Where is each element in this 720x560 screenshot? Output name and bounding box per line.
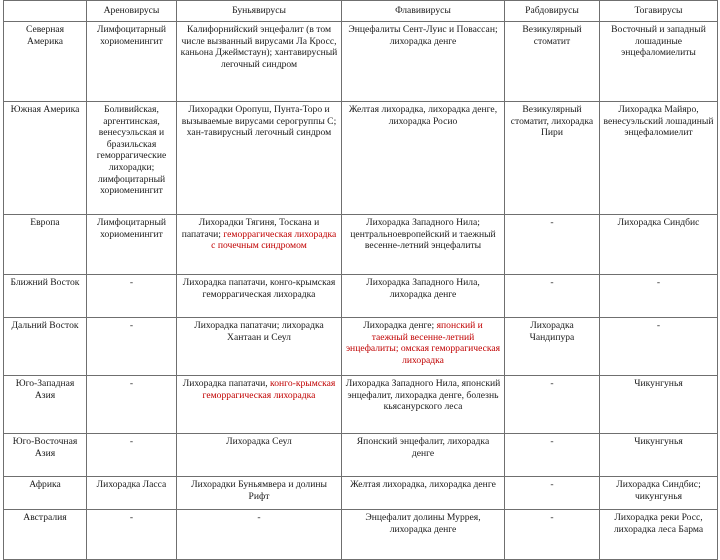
cell-text: Лихорадка Сеул	[226, 436, 292, 447]
table-cell	[600, 318, 718, 376]
header-row	[4, 1, 718, 22]
table-cell	[342, 22, 505, 102]
cell-text: -	[129, 378, 134, 389]
cell-text: Везикулярный стоматит	[522, 24, 582, 47]
table-row	[4, 376, 718, 434]
table-row	[4, 434, 718, 477]
header-cell: Тогавирусы	[600, 1, 718, 22]
table-row	[4, 510, 718, 560]
cell-text: -	[656, 277, 661, 288]
cell-text: Лихорадка папатачи,	[182, 378, 271, 389]
cell-text: -	[257, 512, 261, 523]
header-cell	[4, 1, 87, 22]
region-cell: Европа	[4, 215, 87, 275]
cell-text: Желтая лихорадка, лихорадка денге	[350, 479, 496, 490]
table-cell	[87, 318, 177, 376]
cell-text: Лихорадка Майяро, венесуэльский лошадиный энцефаломиелит	[603, 104, 714, 139]
header-cell: Флавивирусы	[342, 1, 505, 22]
table-cell	[87, 102, 177, 215]
cell-text: Желтая лихорадка, лихорадка денге, лихорадка Росио	[348, 104, 498, 127]
table-row	[4, 318, 718, 376]
table-cell	[342, 318, 505, 376]
table-cell	[177, 510, 342, 560]
cell-text: Боливийская, аргентинская, венесуэльская и бразильская геморрагические лихорадки; лимфоцитарный хориоменингит	[96, 104, 167, 197]
header-cell: Ареновирусы	[87, 1, 177, 22]
table-cell	[600, 275, 718, 318]
cell-text: Лихорадка Чандипура	[529, 320, 575, 343]
table-cell	[177, 477, 342, 510]
table-cell	[177, 275, 342, 318]
cell-text: Лихорадка папатачи; лихорадка Хантаан и Сеул	[194, 320, 324, 343]
table-cell	[87, 215, 177, 275]
cell-text: Чикунгунья	[634, 378, 683, 389]
table-row	[4, 477, 718, 510]
cell-text: -	[550, 512, 554, 523]
header-cell: Буньявирусы	[177, 1, 342, 22]
table-cell	[177, 318, 342, 376]
cell-text: -	[129, 320, 134, 331]
cell-text: Лихорадка Синдбис; чикунгунья	[616, 479, 701, 502]
cell-text: Лимфоцитарный хориоменингит	[96, 217, 167, 240]
cell-text: -	[550, 217, 554, 228]
table-body	[4, 22, 718, 560]
cell-text: -	[550, 378, 554, 389]
table-cell	[87, 434, 177, 477]
cell-text: Японский энцефалит, лихорадка денге	[356, 436, 490, 459]
highlighted-text: японский и таежный весенне-летний энцефалиты; омская геморрагическая лихорадка	[345, 320, 501, 366]
cell-text: Лихорадка денге;	[363, 320, 437, 331]
table-row	[4, 22, 718, 102]
table-cell	[87, 477, 177, 510]
table-cell	[342, 102, 505, 215]
table-cell	[600, 477, 718, 510]
cell-text: Лихорадка Западного Нила, лихорадка денге	[366, 277, 480, 300]
cell-text: Лихорадка Западного Нила, японский энцефалит, лихорадка денге, болезнь кьясанурского леса	[345, 378, 501, 413]
table-cell	[87, 510, 177, 560]
table-cell	[505, 376, 600, 434]
highlighted-text: геморрагическая лихорадка с почечным синдромом	[211, 228, 337, 252]
cell-text: -	[129, 512, 134, 523]
table-cell	[87, 376, 177, 434]
cell-text: Лихорадки Тягиня, Тоскана и папатачи;	[181, 217, 320, 240]
table-cell	[600, 434, 718, 477]
table-row	[4, 215, 718, 275]
cell-text: Везикулярный стоматит, лихорадка Пири	[510, 104, 594, 139]
table-cell	[87, 22, 177, 102]
table-cell	[342, 434, 505, 477]
header-cell: Рабдовирусы	[505, 1, 600, 22]
cell-text: Лихорадки Оропуш, Пунта-Торо и вызываемые вирусами серогруппы С; хан-тавирусный легочный синдром	[181, 104, 337, 139]
table-cell	[342, 510, 505, 560]
table-row	[4, 102, 718, 215]
cell-text: Чикунгунья	[634, 436, 683, 447]
cell-text: Калифорнийский энцефалит (в том числе вызванный вирусами Ла Кросс, каньона Джеймстаун); хантавирусный легочный синдром	[180, 24, 338, 70]
table-cell	[600, 215, 718, 275]
cell-text: Лимфоцитарный хориоменингит	[96, 24, 167, 47]
region-cell: Юго-Восточная Азия	[4, 434, 87, 477]
table-cell	[505, 434, 600, 477]
region-cell: Южная Америка	[4, 102, 87, 215]
highlighted-text: конго-крымская геморрагическая лихорадка	[202, 378, 336, 401]
table-cell	[505, 510, 600, 560]
table-cell	[342, 215, 505, 275]
cell-text: -	[550, 277, 554, 288]
region-cell: Австралия	[4, 510, 87, 560]
region-cell: Африка	[4, 477, 87, 510]
table-cell	[177, 376, 342, 434]
table-cell	[177, 102, 342, 215]
table-cell	[505, 102, 600, 215]
region-cell: Юго-Западная Азия	[4, 376, 87, 434]
table-cell	[177, 434, 342, 477]
cell-text: Энцефалиты Сент-Луис и Повассан; лихорадка денге	[348, 24, 498, 47]
region-cell: Дальний Восток	[4, 318, 87, 376]
cell-text: Лихорадка Ласса	[96, 479, 167, 490]
cell-text: Лихорадки Буньямвера и долины Рифт	[191, 479, 327, 502]
cell-text: -	[129, 436, 134, 447]
region-cell: Северная Америка	[4, 22, 87, 102]
table-cell	[600, 376, 718, 434]
cell-text: -	[550, 479, 554, 490]
table-cell	[177, 22, 342, 102]
cell-text: Лихорадка папатачи, конго-крымская геморрагическая лихорадка	[182, 277, 336, 300]
table-cell	[600, 510, 718, 560]
cell-text: Лихорадка Синдбис	[617, 217, 700, 228]
table-cell	[505, 215, 600, 275]
region-cell: Ближний Восток	[4, 275, 87, 318]
table-cell	[600, 102, 718, 215]
table-cell	[505, 477, 600, 510]
cell-text: -	[656, 320, 661, 331]
virus-distribution-table	[3, 0, 718, 560]
cell-text: Восточный и западный лошадиные энцефаломиелиты	[611, 24, 706, 59]
cell-text: Лихорадка Западного Нила; центральноевропейский и таежный весенне-летний энцефалиты	[350, 217, 496, 252]
table-cell	[505, 318, 600, 376]
table-cell	[600, 22, 718, 102]
cell-text: -	[129, 277, 134, 288]
table-cell	[505, 22, 600, 102]
cell-text: Лихорадка реки Росс, лихорадка леса Барма	[613, 512, 704, 535]
table-cell	[87, 275, 177, 318]
table-cell	[177, 215, 342, 275]
table-cell	[342, 477, 505, 510]
table-row	[4, 275, 718, 318]
table-cell	[342, 275, 505, 318]
table-cell	[505, 275, 600, 318]
table-cell	[342, 376, 505, 434]
cell-text: -	[550, 436, 554, 447]
cell-text: Энцефалит долины Муррея, лихорадка денге	[365, 512, 481, 535]
